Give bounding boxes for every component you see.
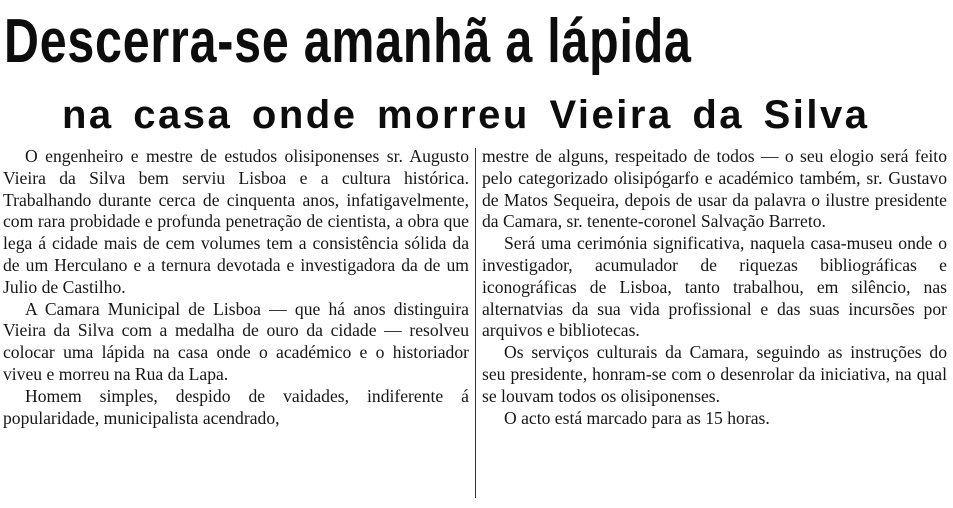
headline-sub: na casa onde morreu Vieira da Silva xyxy=(62,93,870,137)
left-paragraph-2: A Camara Municipal de Lisboa — que há anos distinguira Vieira da Silva com a medalha de ouro da cidade — resolveu colocar uma lápida na casa onde o académico e o historiador viveu e morreu na Rua da Lapa. xyxy=(3,298,469,384)
column-divider xyxy=(475,148,476,498)
right-paragraph-3: Os serviços culturais da Camara, seguindo as instruções do seu presidente, honram-se com o desenrolar da iniciativa, na qual se louvam todos os olisiponenses. xyxy=(482,342,947,406)
right-paragraph-1: mestre de alguns, respeitado de todos — o seu elogio será feito pelo categorizado olisipógarfo e académico também, sr. Gustavo de Matos Sequeira, depois de usar da palavra o ilustre presidente da Camara, sr. tenente-coronel Salvação Barreto. xyxy=(482,146,947,232)
headline-main: Descerra-se amanhã a lápida xyxy=(4,7,692,76)
article-left-column xyxy=(3,146,469,429)
article-right-column xyxy=(482,146,947,429)
left-paragraph-1: O engenheiro e mestre de estudos olisiponenses sr. Augusto Vieira da Silva bem serviu Lisboa e a cultura histórica. Trabalhando durante cerca de cinquenta anos, infatigavelmente, com rara probidade e profunda penetração de cientista, a obra que lega á cidade mais de cem volumes tem a consistência sólida da de um Herculano e a ternura devotada e investigadora da de um Julio de Castilho. xyxy=(3,146,469,297)
left-paragraph-3: Homem simples, despido de vaidades, indiferente á popularidade, municipalista acendrado, xyxy=(3,385,469,428)
right-paragraph-2: Será uma cerimónia significativa, naquela casa-museu onde o investigador, acumulador de riquezas bibliográficas e iconográficas de Lisboa, tanto trabalhou, em silêncio, nas alternatvias da sua vida profissional e das suas incursões por arquivos e bibliotecas. xyxy=(482,233,947,341)
right-paragraph-4: O acto está marcado para as 15 horas. xyxy=(504,407,770,428)
